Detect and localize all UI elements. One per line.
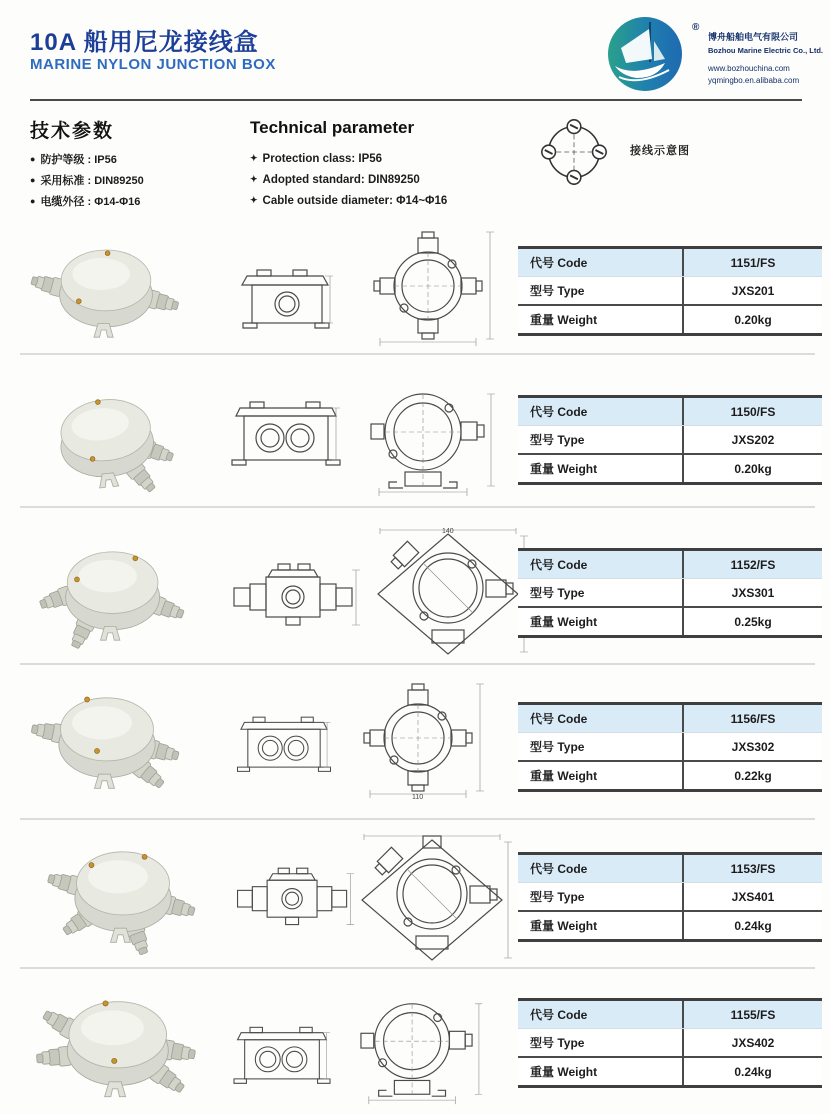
bullet-icon: ● [30,154,36,164]
type-label: 型号 Type [530,586,585,600]
tech-param-item: ✦ Protection class: IP56 [250,153,383,165]
weight-value: 0.25kg [682,608,822,635]
product-photo-jxs402 [26,986,206,1108]
tech-param-item: ● 电缆外径 : Φ14-Φ16 [30,196,141,208]
code-label: 代号 Code [530,405,588,419]
product-drawing-side-jxs202 [228,396,344,468]
diamond-bullet-icon: ✦ [250,174,258,184]
tech-param-item: ✦ Cable outside diameter: Φ14~Φ16 [250,195,448,207]
spec-table-jxs302 [518,702,822,792]
table-row-type [518,732,822,760]
bullet-icon: ● [30,196,36,206]
product-drawing-side-jxs301 [228,558,360,628]
weight-label: 重量 Weight [530,615,598,629]
bullet-icon: ● [30,175,36,185]
table-row-code [518,1001,822,1028]
product-drawing-side-jxs302 [234,712,334,774]
spec-table-jxs402 [518,998,822,1088]
row-separator [20,353,815,355]
type-value: JXS401 [682,883,822,910]
tech-param-item: ● 防护等级 : IP56 [30,154,117,166]
product-drawing-front-jxs401 [352,834,516,966]
weight-value: 0.20kg [682,455,822,482]
spec-table-jxs202 [518,395,822,485]
code-label: 代号 Code [530,558,588,572]
product-drawing-side-jxs401 [232,862,354,928]
table-row-type [518,882,822,910]
tech-params-heading-zh: 技术参数 [30,121,115,142]
company-name-zh: 博舟船舶电气有限公司 [708,32,799,42]
code-label: 代号 Code [530,256,588,270]
type-value: JXS402 [682,1029,822,1056]
diamond-bullet-icon: ✦ [250,195,258,205]
weight-label: 重量 Weight [530,1065,598,1079]
product-photo-jxs202 [30,382,190,504]
table-row-type [518,1028,822,1056]
code-value: 1156/FS [682,705,822,732]
header-divider [30,99,802,101]
code-value: 1152/FS [682,551,822,578]
weight-value: 0.24kg [682,1058,822,1085]
table-row-weight [518,606,822,635]
row-separator [20,663,815,665]
type-label: 型号 Type [530,1036,585,1050]
code-label: 代号 Code [530,1008,588,1022]
table-row-type [518,578,822,606]
table-row-code [518,705,822,732]
type-label: 型号 Type [530,433,585,447]
table-row-code [518,551,822,578]
company-name-en: Bozhou Marine Electric Co., Ltd. [708,46,824,55]
type-value: JXS301 [682,579,822,606]
type-value: JXS302 [682,733,822,760]
weight-value: 0.20kg [682,306,822,333]
wiring-diagram-label: 接线示意图 [630,145,690,157]
product-drawing-front-jxs202 [363,382,495,500]
diamond-bullet-icon: ✦ [250,153,258,163]
type-label: 型号 Type [530,740,585,754]
table-row-weight [518,1056,822,1085]
table-row-weight [518,910,822,939]
table-row-weight [518,304,822,333]
weight-value: 0.24kg [682,912,822,939]
svg-text:110: 110 [412,794,424,800]
spec-table-jxs301 [518,548,822,638]
brand-text-block [708,32,828,86]
type-value: JXS202 [682,426,822,453]
weight-label: 重量 Weight [530,919,598,933]
weight-label: 重量 Weight [530,462,598,476]
row-separator [20,818,815,820]
product-photo-jxs301 [30,528,192,660]
product-drawing-front-jxs302 [356,682,486,800]
table-row-code [518,249,822,276]
spec-table-jxs201 [518,246,822,336]
product-photo-jxs302 [24,680,190,802]
product-photo-jxs201 [26,234,186,346]
product-drawing-side-jxs402 [230,1022,334,1086]
type-label: 型号 Type [530,284,585,298]
code-label: 代号 Code [530,862,588,876]
tech-params-heading-en: Technical parameter [250,118,415,137]
table-row-weight [518,453,822,482]
product-drawing-side-jxs201 [235,260,339,332]
registered-trademark: ® [692,22,700,33]
code-value: 1151/FS [682,249,822,276]
weight-value: 0.22kg [682,762,822,789]
tech-param-item: ✦ Adopted standard: DIN89250 [250,174,420,186]
wiring-diagram [535,112,613,192]
code-label: 代号 Code [530,712,588,726]
product-drawing-front-jxs201 [366,230,496,348]
type-value: JXS201 [682,277,822,304]
page-subtitle: MARINE NYLON JUNCTION BOX [30,56,276,73]
svg-text:140: 140 [442,528,454,535]
company-website-alibaba: yqmingbo.en.alibaba.com [708,76,800,85]
weight-label: 重量 Weight [530,313,598,327]
table-row-type [518,276,822,304]
table-row-weight [518,760,822,789]
type-label: 型号 Type [530,890,585,904]
tech-param-item: ● 采用标准 : DIN89250 [30,175,144,187]
company-website: www.bozhouchina.com [708,64,790,73]
product-drawing-front-jxs402 [352,992,482,1108]
page-title: 10A 船用尼龙接线盒 [30,29,259,56]
code-value: 1150/FS [682,398,822,425]
product-photo-jxs401 [40,832,206,958]
spec-table-jxs401 [518,852,822,942]
table-row-type [518,425,822,453]
weight-label: 重量 Weight [530,769,598,783]
table-row-code [518,398,822,425]
code-value: 1153/FS [682,855,822,882]
product-drawing-front-jxs301 [368,528,532,660]
code-value: 1155/FS [682,1001,822,1028]
row-separator [20,506,815,508]
table-row-code [518,855,822,882]
row-separator [20,967,815,969]
company-logo-icon [605,14,685,94]
tech-params-list-zh [30,149,144,212]
tech-params-list-en [250,148,447,211]
